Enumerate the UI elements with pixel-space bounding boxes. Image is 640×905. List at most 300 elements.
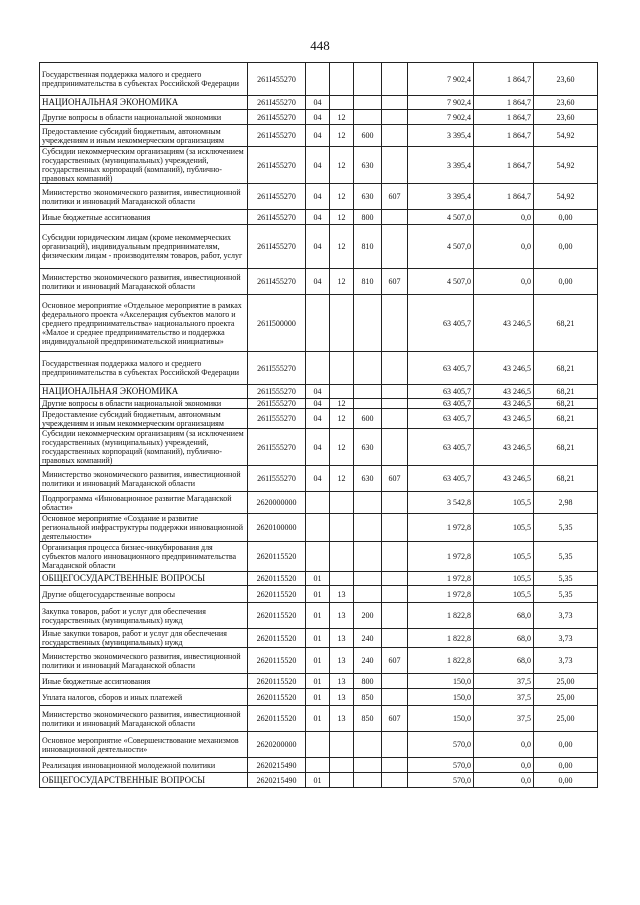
cell-gr <box>382 758 408 773</box>
cell-pct: 68,21 <box>534 352 598 385</box>
cell-sec: 04 <box>306 269 330 295</box>
cell-csr: 261I455270 <box>248 210 306 225</box>
cell-sub: 12 <box>330 409 354 429</box>
cell-name: Закупка товаров, работ и услуг для обеспечения государственных (муниципальных) нужд <box>40 603 248 629</box>
cell-vr <box>354 586 382 603</box>
cell-gr <box>382 603 408 629</box>
cell-fact: 1 864,7 <box>474 96 534 110</box>
cell-vr <box>354 352 382 385</box>
cell-sub <box>330 758 354 773</box>
cell-pct: 23,60 <box>534 110 598 125</box>
cell-sub <box>330 492 354 514</box>
cell-fact: 1 864,7 <box>474 63 534 96</box>
cell-sec: 04 <box>306 147 330 184</box>
cell-gr: 607 <box>382 269 408 295</box>
cell-name: Другие вопросы в области национальной экономики <box>40 399 248 409</box>
cell-fact: 68,0 <box>474 603 534 629</box>
cell-gr <box>382 385 408 399</box>
cell-plan: 1 972,8 <box>408 514 474 542</box>
cell-sec: 01 <box>306 603 330 629</box>
cell-sec: 04 <box>306 409 330 429</box>
cell-pct: 68,21 <box>534 466 598 492</box>
cell-name: НАЦИОНАЛЬНАЯ ЭКОНОМИКА <box>40 96 248 110</box>
cell-sec: 04 <box>306 125 330 147</box>
cell-sub <box>330 773 354 788</box>
cell-gr <box>382 210 408 225</box>
table-row <box>40 210 598 225</box>
cell-pct: 68,21 <box>534 399 598 409</box>
cell-plan: 4 507,0 <box>408 269 474 295</box>
table-row <box>40 542 598 572</box>
cell-pct: 0,00 <box>534 758 598 773</box>
cell-sub <box>330 732 354 758</box>
cell-gr <box>382 586 408 603</box>
cell-vr <box>354 110 382 125</box>
cell-sec <box>306 542 330 572</box>
cell-plan: 150,0 <box>408 689 474 706</box>
cell-fact: 43 246,5 <box>474 385 534 399</box>
cell-name: Другие вопросы в области национальной экономики <box>40 110 248 125</box>
cell-plan: 1 822,8 <box>408 629 474 648</box>
cell-csr: 261I455270 <box>248 269 306 295</box>
cell-csr: 2620100000 <box>248 514 306 542</box>
cell-fact: 105,5 <box>474 514 534 542</box>
cell-plan: 7 902,4 <box>408 63 474 96</box>
cell-csr: 2620115520 <box>248 689 306 706</box>
cell-plan: 63 405,7 <box>408 399 474 409</box>
cell-sub <box>330 385 354 399</box>
cell-csr: 2620115520 <box>248 706 306 732</box>
cell-name: Субсидии некоммерческим организациям (за исключением государственных (муниципальных) учреждений, государственных корпораций (компаний), публично-правовых компаний) <box>40 147 248 184</box>
cell-sub: 12 <box>330 184 354 210</box>
cell-gr <box>382 295 408 352</box>
cell-sec: 01 <box>306 572 330 586</box>
cell-plan: 1 822,8 <box>408 603 474 629</box>
cell-gr <box>382 409 408 429</box>
cell-fact: 0,0 <box>474 773 534 788</box>
cell-sec: 04 <box>306 210 330 225</box>
cell-sec <box>306 295 330 352</box>
cell-name: Министерство экономического развития, инвестиционной политики и инноваций Магаданской области <box>40 648 248 674</box>
cell-sec <box>306 514 330 542</box>
table-row <box>40 409 598 429</box>
cell-plan: 3 395,4 <box>408 125 474 147</box>
cell-plan: 63 405,7 <box>408 409 474 429</box>
cell-fact: 0,0 <box>474 732 534 758</box>
cell-sec: 04 <box>306 399 330 409</box>
cell-pct: 25,00 <box>534 706 598 732</box>
cell-fact: 43 246,5 <box>474 352 534 385</box>
table-row <box>40 125 598 147</box>
cell-csr: 2620000000 <box>248 492 306 514</box>
cell-csr: 2620115520 <box>248 648 306 674</box>
cell-vr: 600 <box>354 125 382 147</box>
cell-fact: 0,0 <box>474 758 534 773</box>
cell-name: Министерство экономического развития, инвестиционной политики и инноваций Магаданской области <box>40 466 248 492</box>
cell-name: Основное мероприятие «Совершенствование механизмов инновационной деятельности» <box>40 732 248 758</box>
cell-sub <box>330 63 354 96</box>
cell-gr <box>382 689 408 706</box>
cell-gr <box>382 514 408 542</box>
cell-plan: 4 507,0 <box>408 225 474 269</box>
cell-fact: 68,0 <box>474 648 534 674</box>
cell-vr: 630 <box>354 147 382 184</box>
cell-fact: 1 864,7 <box>474 110 534 125</box>
cell-gr <box>382 629 408 648</box>
table-row <box>40 466 598 492</box>
cell-plan: 1 972,8 <box>408 572 474 586</box>
cell-sub <box>330 96 354 110</box>
cell-gr <box>382 110 408 125</box>
cell-gr <box>382 63 408 96</box>
table-row <box>40 758 598 773</box>
cell-sub: 13 <box>330 689 354 706</box>
cell-name: Иные бюджетные ассигнования <box>40 210 248 225</box>
cell-plan: 570,0 <box>408 732 474 758</box>
cell-sec: 01 <box>306 674 330 689</box>
cell-vr: 850 <box>354 706 382 732</box>
table-row <box>40 773 598 788</box>
cell-csr: 2620200000 <box>248 732 306 758</box>
cell-name: Основное мероприятие «Создание и развитие региональной инфраструктуры поддержки инновационной деятельности» <box>40 514 248 542</box>
cell-sec: 04 <box>306 429 330 466</box>
cell-vr: 630 <box>354 429 382 466</box>
table-row <box>40 674 598 689</box>
cell-vr: 200 <box>354 603 382 629</box>
cell-pct: 68,21 <box>534 385 598 399</box>
cell-vr <box>354 732 382 758</box>
cell-fact: 105,5 <box>474 572 534 586</box>
cell-gr <box>382 125 408 147</box>
cell-pct: 0,00 <box>534 773 598 788</box>
cell-vr <box>354 492 382 514</box>
table-row <box>40 295 598 352</box>
cell-vr: 630 <box>354 466 382 492</box>
cell-pct: 0,00 <box>534 269 598 295</box>
cell-name: Государственная поддержка малого и среднего предпринимательства в субъектах Российской Федерации <box>40 352 248 385</box>
table-row <box>40 572 598 586</box>
cell-vr: 240 <box>354 648 382 674</box>
cell-gr <box>382 147 408 184</box>
cell-sub: 12 <box>330 110 354 125</box>
table-row <box>40 110 598 125</box>
cell-plan: 3 395,4 <box>408 147 474 184</box>
table-row <box>40 225 598 269</box>
cell-vr <box>354 542 382 572</box>
cell-fact: 43 246,5 <box>474 466 534 492</box>
cell-csr: 2620215490 <box>248 758 306 773</box>
cell-plan: 1 972,8 <box>408 542 474 572</box>
cell-plan: 4 507,0 <box>408 210 474 225</box>
cell-fact: 37,5 <box>474 674 534 689</box>
cell-pct: 54,92 <box>534 125 598 147</box>
cell-fact: 1 864,7 <box>474 184 534 210</box>
cell-fact: 43 246,5 <box>474 295 534 352</box>
cell-csr: 261I455270 <box>248 184 306 210</box>
cell-pct: 5,35 <box>534 572 598 586</box>
cell-pct: 23,60 <box>534 63 598 96</box>
page-number: 448 <box>310 38 330 53</box>
cell-pct: 25,00 <box>534 689 598 706</box>
cell-csr: 261I455270 <box>248 147 306 184</box>
cell-gr: 607 <box>382 466 408 492</box>
cell-csr: 261I555270 <box>248 385 306 399</box>
cell-pct: 0,00 <box>534 225 598 269</box>
cell-name: Уплата налогов, сборов и иных платежей <box>40 689 248 706</box>
cell-pct: 68,21 <box>534 295 598 352</box>
cell-fact: 0,0 <box>474 225 534 269</box>
cell-csr: 261I500000 <box>248 295 306 352</box>
cell-fact: 0,0 <box>474 210 534 225</box>
cell-gr <box>382 572 408 586</box>
cell-fact: 43 246,5 <box>474 399 534 409</box>
cell-vr <box>354 773 382 788</box>
cell-vr: 810 <box>354 225 382 269</box>
cell-gr: 607 <box>382 184 408 210</box>
cell-vr: 810 <box>354 269 382 295</box>
cell-sub <box>330 295 354 352</box>
cell-name: Предоставление субсидий бюджетным, автономным учреждениям и иным некоммерческим организациям <box>40 409 248 429</box>
cell-plan: 150,0 <box>408 706 474 732</box>
cell-csr: 261I555270 <box>248 409 306 429</box>
cell-fact: 105,5 <box>474 492 534 514</box>
cell-sec: 04 <box>306 184 330 210</box>
cell-pct: 54,92 <box>534 184 598 210</box>
cell-fact: 43 246,5 <box>474 429 534 466</box>
cell-plan: 7 902,4 <box>408 110 474 125</box>
cell-sec <box>306 352 330 385</box>
cell-sub <box>330 514 354 542</box>
table-row <box>40 63 598 96</box>
cell-pct: 5,35 <box>534 586 598 603</box>
cell-pct: 23,60 <box>534 96 598 110</box>
cell-pct: 2,98 <box>534 492 598 514</box>
cell-csr: 2620115520 <box>248 572 306 586</box>
cell-plan: 63 405,7 <box>408 352 474 385</box>
cell-sub <box>330 352 354 385</box>
cell-name: Министерство экономического развития, инвестиционной политики и инноваций Магаданской области <box>40 706 248 732</box>
cell-name: ОБЩЕГОСУДАРСТВЕННЫЕ ВОПРОСЫ <box>40 572 248 586</box>
cell-vr <box>354 63 382 96</box>
cell-name: Организация процесса бизнес-инкубирования для субъектов малого инновационного предпринимательства Магаданской области <box>40 542 248 572</box>
cell-gr <box>382 542 408 572</box>
cell-pct: 68,21 <box>534 409 598 429</box>
cell-vr <box>354 295 382 352</box>
cell-name: Иные закупки товаров, работ и услуг для обеспечения государственных (муниципальных) нужд <box>40 629 248 648</box>
cell-sec: 01 <box>306 689 330 706</box>
cell-csr: 2620115520 <box>248 674 306 689</box>
cell-vr <box>354 514 382 542</box>
cell-vr: 600 <box>354 409 382 429</box>
cell-csr: 261I455270 <box>248 63 306 96</box>
cell-sec: 04 <box>306 466 330 492</box>
cell-pct: 5,35 <box>534 542 598 572</box>
cell-plan: 1 972,8 <box>408 586 474 603</box>
cell-sub: 13 <box>330 706 354 732</box>
table-row <box>40 269 598 295</box>
cell-csr: 261I555270 <box>248 429 306 466</box>
cell-name: Субсидии юридическим лицам (кроме некоммерческих организаций), индивидуальным предпринимателям, физическим лицам - производителям товаров, работ, услуг <box>40 225 248 269</box>
cell-pct: 68,21 <box>534 429 598 466</box>
cell-name: Субсидии некоммерческим организациям (за исключением государственных (муниципальных) учреждений, государственных корпораций (компаний), публично-правовых компаний) <box>40 429 248 466</box>
cell-name: Другие общегосударственные вопросы <box>40 586 248 603</box>
table-row <box>40 147 598 184</box>
cell-gr <box>382 352 408 385</box>
cell-pct: 3,73 <box>534 648 598 674</box>
cell-vr <box>354 572 382 586</box>
cell-csr: 261I455270 <box>248 125 306 147</box>
cell-pct: 54,92 <box>534 147 598 184</box>
cell-csr: 2620115520 <box>248 603 306 629</box>
cell-name: ОБЩЕГОСУДАРСТВЕННЫЕ ВОПРОСЫ <box>40 773 248 788</box>
cell-plan: 63 405,7 <box>408 466 474 492</box>
cell-csr: 2620115520 <box>248 586 306 603</box>
cell-name: НАЦИОНАЛЬНАЯ ЭКОНОМИКА <box>40 385 248 399</box>
cell-name: Предоставление субсидий бюджетным, автономным учреждениям и иным некоммерческим организациям <box>40 125 248 147</box>
cell-csr: 2620115520 <box>248 629 306 648</box>
cell-gr: 607 <box>382 648 408 674</box>
cell-fact: 37,5 <box>474 706 534 732</box>
cell-gr <box>382 429 408 466</box>
cell-pct: 25,00 <box>534 674 598 689</box>
cell-sec: 01 <box>306 706 330 732</box>
cell-csr: 261I555270 <box>248 352 306 385</box>
cell-gr <box>382 492 408 514</box>
cell-csr: 2620215490 <box>248 773 306 788</box>
cell-sub: 13 <box>330 629 354 648</box>
table-row <box>40 648 598 674</box>
cell-fact: 105,5 <box>474 542 534 572</box>
cell-sub: 13 <box>330 648 354 674</box>
cell-fact: 68,0 <box>474 629 534 648</box>
cell-fact: 1 864,7 <box>474 147 534 184</box>
table-row <box>40 96 598 110</box>
cell-sec: 01 <box>306 586 330 603</box>
cell-sec <box>306 492 330 514</box>
cell-sub: 13 <box>330 586 354 603</box>
table-row <box>40 385 598 399</box>
cell-plan: 63 405,7 <box>408 295 474 352</box>
table-row <box>40 514 598 542</box>
cell-plan: 1 822,8 <box>408 648 474 674</box>
cell-csr: 2620115520 <box>248 542 306 572</box>
cell-fact: 43 246,5 <box>474 409 534 429</box>
cell-vr <box>354 758 382 773</box>
cell-sub: 12 <box>330 125 354 147</box>
cell-plan: 3 395,4 <box>408 184 474 210</box>
cell-pct: 0,00 <box>534 210 598 225</box>
cell-sub: 12 <box>330 225 354 269</box>
cell-name: Основное мероприятие «Отдельное мероприятие в рамках федерального проекта «Акселерация субъектов малого и среднего предпринимательства» национального проекта «Малое и среднее предпринимательство и поддержка индивидуальной предпринимательской инициативы» <box>40 295 248 352</box>
cell-vr <box>354 399 382 409</box>
cell-sub: 12 <box>330 429 354 466</box>
cell-pct: 3,73 <box>534 603 598 629</box>
cell-gr <box>382 96 408 110</box>
cell-plan: 570,0 <box>408 773 474 788</box>
cell-plan: 570,0 <box>408 758 474 773</box>
cell-vr: 630 <box>354 184 382 210</box>
cell-name: Иные бюджетные ассигнования <box>40 674 248 689</box>
table-row <box>40 706 598 732</box>
cell-name: Министерство экономического развития, инвестиционной политики и инноваций Магаданской области <box>40 184 248 210</box>
cell-csr: 261I555270 <box>248 399 306 409</box>
cell-plan: 63 405,7 <box>408 429 474 466</box>
cell-name: Подпрограмма «Инновационное развитие Магаданской области» <box>40 492 248 514</box>
cell-pct: 0,00 <box>534 732 598 758</box>
cell-vr <box>354 385 382 399</box>
cell-vr <box>354 96 382 110</box>
table-row <box>40 352 598 385</box>
cell-sec: 04 <box>306 110 330 125</box>
cell-pct: 5,35 <box>534 514 598 542</box>
cell-sec: 01 <box>306 773 330 788</box>
cell-gr <box>382 399 408 409</box>
cell-sec: 04 <box>306 225 330 269</box>
cell-sec: 04 <box>306 96 330 110</box>
table-row <box>40 586 598 603</box>
cell-sub: 12 <box>330 399 354 409</box>
cell-vr: 850 <box>354 689 382 706</box>
cell-sub: 12 <box>330 147 354 184</box>
cell-plan: 3 542,8 <box>408 492 474 514</box>
cell-sec: 01 <box>306 648 330 674</box>
cell-vr: 800 <box>354 674 382 689</box>
cell-sub <box>330 542 354 572</box>
cell-name: Государственная поддержка малого и среднего предпринимательства в субъектах Российской Федерации <box>40 63 248 96</box>
cell-name: Министерство экономического развития, инвестиционной политики и инноваций Магаданской области <box>40 269 248 295</box>
table-row <box>40 492 598 514</box>
cell-sub: 12 <box>330 269 354 295</box>
cell-sec <box>306 732 330 758</box>
cell-csr: 261I455270 <box>248 96 306 110</box>
cell-gr: 607 <box>382 706 408 732</box>
cell-pct: 3,73 <box>534 629 598 648</box>
table-row <box>40 732 598 758</box>
cell-plan: 63 405,7 <box>408 385 474 399</box>
cell-sec <box>306 758 330 773</box>
cell-fact: 0,0 <box>474 269 534 295</box>
cell-gr <box>382 773 408 788</box>
cell-vr: 240 <box>354 629 382 648</box>
table-row <box>40 429 598 466</box>
cell-csr: 261I455270 <box>248 110 306 125</box>
budget-execution-table <box>39 62 598 788</box>
table-row <box>40 629 598 648</box>
cell-gr <box>382 225 408 269</box>
cell-sub <box>330 572 354 586</box>
cell-sec: 01 <box>306 629 330 648</box>
cell-csr: 261I555270 <box>248 466 306 492</box>
cell-plan: 7 902,4 <box>408 96 474 110</box>
table-row <box>40 184 598 210</box>
cell-sub: 13 <box>330 674 354 689</box>
table-row <box>40 603 598 629</box>
cell-plan: 150,0 <box>408 674 474 689</box>
cell-sec <box>306 63 330 96</box>
cell-fact: 105,5 <box>474 586 534 603</box>
table-row <box>40 399 598 409</box>
table-row <box>40 689 598 706</box>
cell-csr: 261I455270 <box>248 225 306 269</box>
cell-sub: 12 <box>330 466 354 492</box>
cell-sub: 12 <box>330 210 354 225</box>
cell-fact: 37,5 <box>474 689 534 706</box>
cell-gr <box>382 732 408 758</box>
cell-sub: 13 <box>330 603 354 629</box>
cell-sec: 04 <box>306 385 330 399</box>
cell-fact: 1 864,7 <box>474 125 534 147</box>
cell-name: Реализация инновационной молодежной политики <box>40 758 248 773</box>
